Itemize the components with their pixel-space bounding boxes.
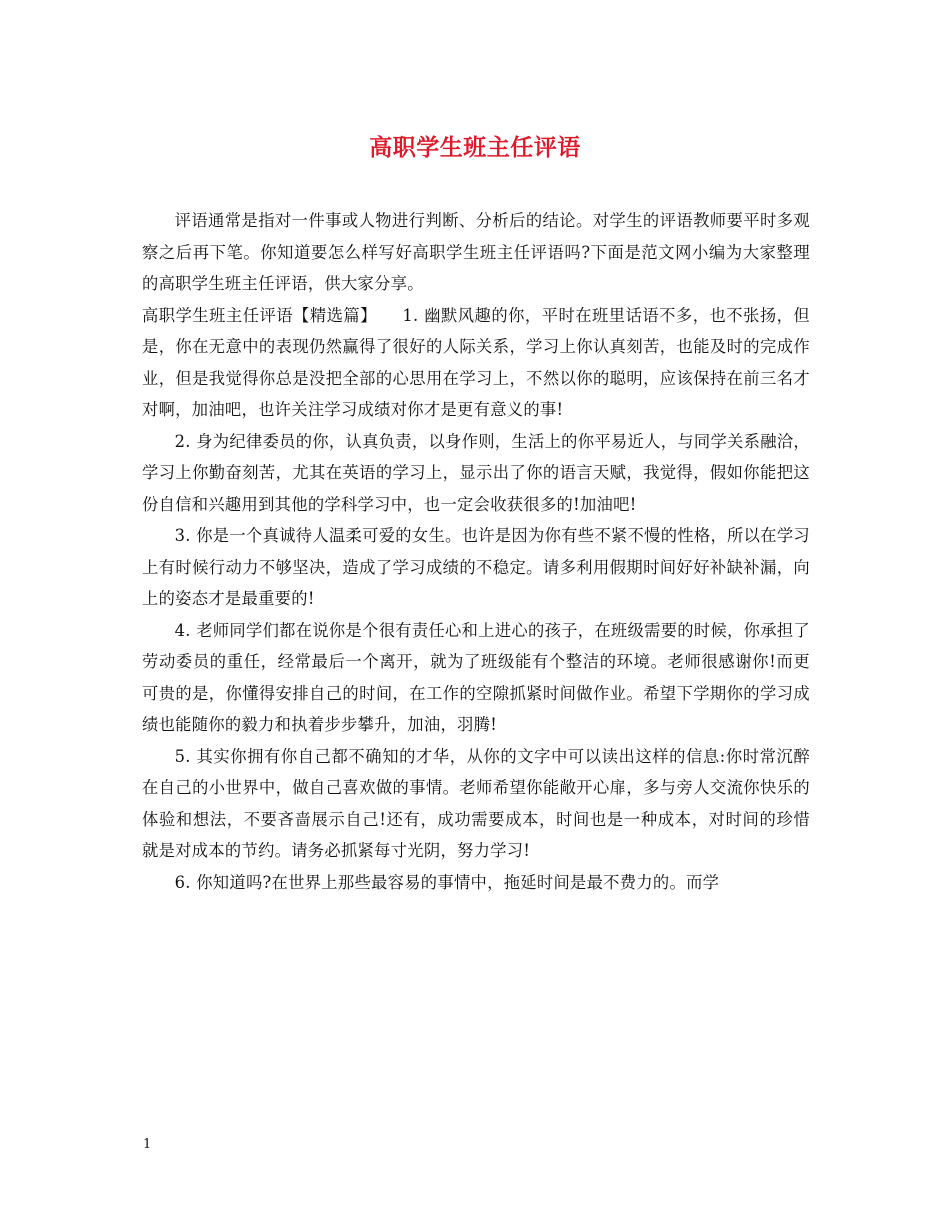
intro-paragraph: 评语通常是指对一件事或人物进行判断、分析后的结论。对学生的评语教师要平时多观察之后再下笔。你知道要怎么样写好高职学生班主任评语吗?下面是范文网小编为大家整理的高职学生班主任评语，供大家分享。 [142,211,810,293]
comment-paragraph-5: 5. 其实你拥有你自己都不确知的才华，从你的文字中可以读出这样的信息:你时常沉醉在自己的小世界中，做自己喜欢做的事情。老师希望你能敞开心扉，多与旁人交流你快乐的体验和想法，不要吝啬展示自己!还有，成功需要成本，时间也是一种成本，对时间的珍惜就是对成本的节约。请务必抓紧每寸光阴，努力学习! [142,746,810,860]
comment-paragraph-6: 6. 你知道吗?在世界上那些最容易的事情中，拖延时间是最不费力的。而学 [174,872,720,892]
comment-paragraph-4: 4. 老师同学们都在说你是个很有责任心和上进心的孩子，在班级需要的时候，你承担了劳动委员的重任，经常最后一个离开，就为了班级能有个整洁的环境。老师很感谢你!而更可贵的是，你懂得安排自己的时间，在工作的空隙抓紧时间做作业。希望下学期你的学习成绩也能随你的毅力和执着步步攀升，加油，羽腾! [142,620,810,734]
page-number: 1 [143,1137,152,1152]
comment-paragraph-3: 3. 你是一个真诚待人温柔可爱的女生。也许是因为你有些不紧不慢的性格，所以在学习上有时候行动力不够坚决，造成了学习成绩的不稳定。请多利用假期时间好好补缺补漏，向上的姿态才是最重要的! [142,526,810,608]
document-body [142,205,810,898]
document-title: 高职学生班主任评语 [369,134,581,161]
comment-paragraph-1: 高职学生班主任评语【精选篇】 1. 幽默风趣的你，平时在班里话语不多，也不张扬，但是，你在无意中的表现仍然赢得了很好的人际关系，学习上你认真刻苦，也能及时的完成作业，但是我觉得你总是没把全部的心思用在学习上，不然以你的聪明，应该保持在前三名才对啊，加油吧，也许关注学习成绩对你才是更有意义的事! [142,305,810,419]
comment-paragraph-2: 2. 身为纪律委员的你，认真负责，以身作则，生活上的你平易近人，与同学关系融洽，学习上你勤奋刻苦，尤其在英语的学习上，显示出了你的语言天赋，我觉得，假如你能把这份自信和兴趣用到其他的学科学习中，也一定会收获很多的!加油吧! [142,431,810,514]
